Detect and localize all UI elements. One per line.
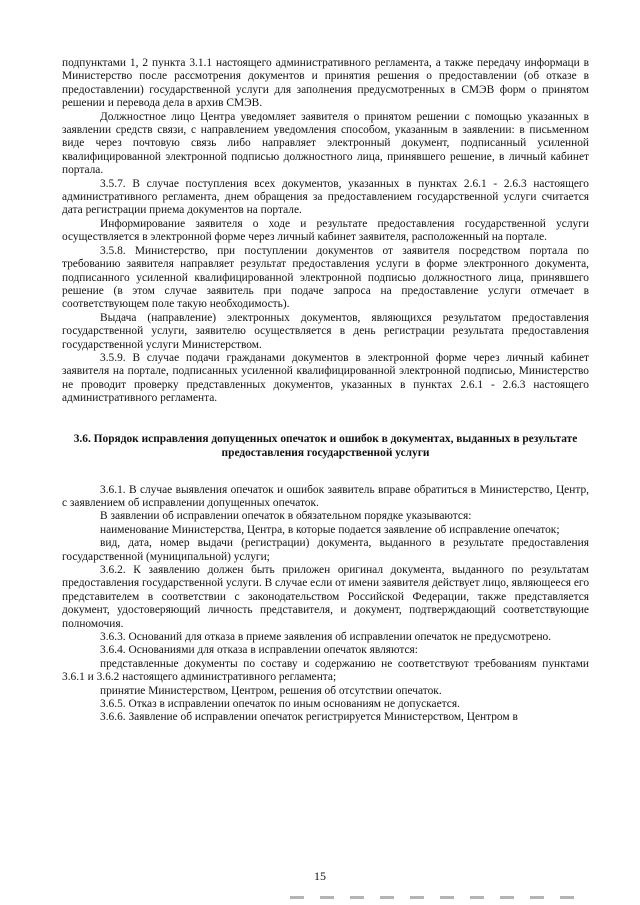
paragraph: Информирование заявителя о ходе и результате предоставления государственной услуги осуществляется в электронной форме через личный кабинет заявителя, расположенный на портале. [62, 217, 589, 244]
paragraph: 3.6.3. Оснований для отказа в приеме заявления об исправлении опечаток не предусмотрено. [100, 631, 552, 644]
paragraph: подпунктами 1, 2 пункта 3.1.1 настоящего административного регламента, а также передачу информаци в Министерство после рассмотрения документов и принятия решения о предоставлении (об отказе в предоставлении) государственной услуги для заполнения предусмотренных в СМЭВ форм о принятом решении и перевода дела в архив СМЭВ. [62, 57, 589, 110]
paragraph: В заявлении об исправлении опечаток в обязательном порядке указываются: [100, 510, 472, 523]
paragraph: 3.6.1. В случае выявления опечаток и ошибок заявитель вправе обратиться в Министерство, Центр, с заявлением об исправлении допущенных опечаток. [62, 483, 589, 509]
paragraph: Должностное лицо Центра уведомляет заявителя о принятом решении с помощью указанных в заявлении средств связи, с направлением уведомления способом, указанным в заявлении: в письменном виде через почтовую связь либо направляет электронный документ, подписанный усиленной квалифицированной электронной подписью должностного лица, принявшего решение, в личный кабинет портала. [62, 110, 589, 177]
paragraph: принятие Министерством, Центром, решения об отсутствии опечаток. [100, 684, 442, 697]
paragraph: вид, дата, номер выдачи (регистрации) документа, выданного в результате предоставления государственной (муниципальной) услуги; [62, 537, 589, 563]
document-body [62, 57, 589, 725]
page-number: 15 [314, 869, 326, 883]
paragraph: 3.6.4. Основаниями для отказа в исправлении опечаток являются: [100, 644, 418, 657]
section-heading: 3.6. Порядок исправления допущенных опечаток и ошибок в документах, выданных в результате предоставления государственной услуги [73, 432, 578, 459]
paragraph: Выдача (направление) электронных документов, являющихся результатом предоставления государственной услуги, заявителю осуществляется в день регистрации результата предоставления государственной услуги Министерством. [62, 311, 589, 351]
paragraph: 3.5.9. В случае подачи гражданами документов в электронной форме через личный кабинет заявителя на портале, подписанных усиленной квалифицированной электронной подписью, Министерство не проводит проверку представленных документов, указанных в пунктах 2.6.1 - 2.6.3 настоящего административного регламента. [62, 351, 589, 405]
paragraph: представленные документы по составу и содержанию не соответствуют требованиям пунктами 3.6.1 и 3.6.2 настоящего административного регламента; [62, 657, 589, 684]
paragraph: 3.6.5. Отказ в исправлении опечаток по иным основаниям не допускается. [100, 698, 460, 711]
paragraph: 3.5.7. В случае поступления всех документов, указанных в пунктах 2.6.1 - 2.6.3 настоящего административного регламента, днем обращения за предоставлением государственной услуги считается дата регистрации приема документов на портале. [62, 177, 589, 217]
paragraph: 3.6.2. К заявлению должен быть приложен оригинал документа, выданного по результатам предоставления государственной услуги. В случае если от имени заявителя действует лицо, являющееся его представителем в соответствии с законодательством Российской Федерации, также представляется документ, удостоверяющий личность представителя, и документ, подтверждающий соответствующие полномочия. [62, 564, 590, 630]
paragraph: наименование Министерства, Центра, в которые подается заявление об исправление опечаток; [100, 523, 560, 536]
paragraph: 3.5.8. Министерство, при поступлении документов от заявителя посредством портала по требованию заявителя направляет результат предоставления услуги в форме электронного документа, подписанного усиленной квалифицированной электронной подписью должностного лица, принявшего решение (в этом случае заявитель при подаче запроса на предоставление услуги отмечает в соответствующем поле такую необходимость). [62, 244, 589, 311]
scan-artifact [290, 896, 590, 899]
paragraph: 3.6.6. Заявление об исправлении опечаток регистрируется Министерством, Центром в [100, 711, 518, 724]
